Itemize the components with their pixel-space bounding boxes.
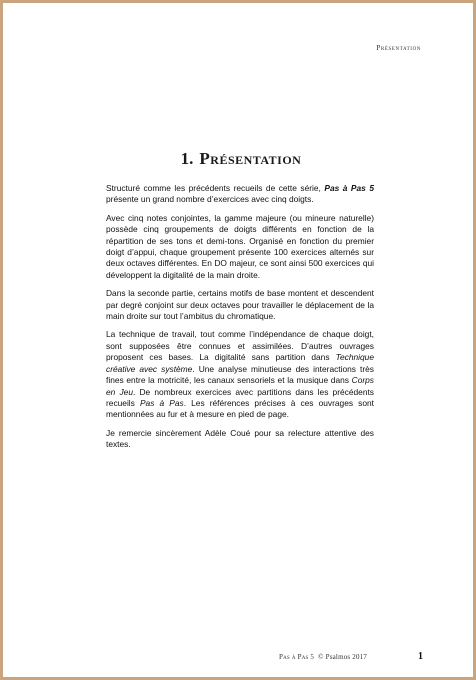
paragraph-5: Je remercie sincèrement Adèle Coué pour sa relecture attentive des textes.	[106, 427, 374, 450]
chapter-number: 1.	[180, 149, 194, 168]
series-title-emphasis: Pas à Pas 5	[324, 183, 374, 193]
paragraph-4	[106, 329, 374, 420]
footer-copyright: © Psalmos 2017	[318, 653, 368, 661]
paragraph-1	[106, 183, 374, 206]
book-title-corps: Corps en Jeu	[106, 375, 374, 397]
paragraph-4-text: La technique de travail, tout comme l’indépendance de chaque doigt, sont supposées être connues et assimilées. D’autres ouvrages proposent ces bases. La digitalité sans partition dans	[106, 329, 374, 363]
book-title-pas-a-pas: Pas à Pas	[139, 397, 184, 408]
paragraph-4-text-3: . De nombreux exercices avec partitions dans les précédents recueils	[106, 386, 374, 408]
running-head: Présentation	[376, 44, 421, 52]
paragraph-4-text-2: . Une analyse minutieuse des interactions très fines entre la motricité, les canaux sensoriels et la musique dans	[106, 363, 374, 386]
paragraph-1-text-end: présente un grand nombre d’exercices avec cinq doigts.	[106, 194, 314, 205]
paragraph-2: Avec cinq notes conjointes, la gamme majeure (ou mineure naturelle) possède cinq groupements de doigts différents en fonction de la répartition de ses tons et demi-tons. Organisé en fonction du premier doigt d’appui, chaque groupement présente 100 exercices alternés sur deux octaves différentes. En DO majeur, ce sont ainsi 500 exercices qui développent la digitalité de la main droite.	[106, 212, 374, 280]
chapter-title	[3, 149, 476, 169]
paragraph-4-text-4: . Les références précises à ces ouvrages sont mentionnées au fur et à mesure en pied de page.	[106, 397, 374, 420]
paragraph-1-text: Structuré comme les précédents recueils de cette série,	[106, 183, 325, 193]
footer-credits	[279, 653, 367, 661]
book-title-technique: Technique créative avec système	[106, 352, 374, 374]
paragraph-3: Dans la seconde partie, certains motifs de base montent et descendent par degré conjoint sur deux octaves pour travailler le déplacement de la main droite sur tout l’ambitus du chromatique.	[106, 288, 374, 322]
chapter-title-text: Présentation	[199, 149, 302, 168]
page-number: 1	[418, 651, 423, 662]
body-text	[106, 183, 374, 458]
footer-series: Pas à Pas 5	[279, 653, 315, 661]
